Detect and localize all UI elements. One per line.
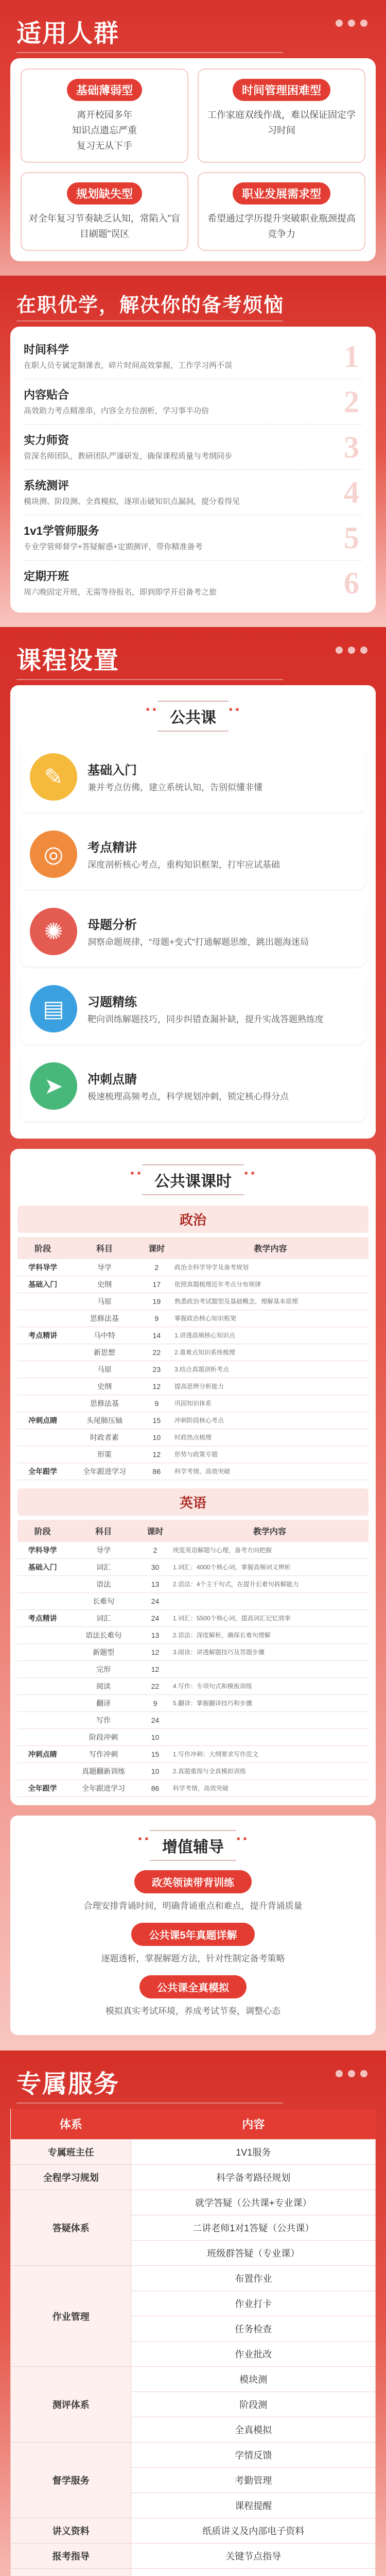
table-row (17, 1593, 369, 1610)
english-title: 英语 (17, 1488, 369, 1516)
service-item: 作业批改 (131, 2342, 376, 2367)
hours-cell: 9 (139, 1695, 171, 1712)
phase-cell (17, 1763, 67, 1780)
advantage-item-number: 5 (344, 521, 359, 555)
hours-cell: 12 (139, 1661, 171, 1678)
stage-text (87, 1069, 289, 1104)
phase-cell (17, 1395, 68, 1412)
bonus-wrap (0, 1816, 386, 2035)
bonus-desc: 模拟真实考试环境，养成考试节奏，调整心态 (106, 2006, 280, 2016)
advantage-item-desc: 在职人员专属定制课表，碎片时间高效掌握，工作学习两不误 (24, 361, 233, 370)
table-header-cell: 课时 (139, 1520, 171, 1542)
service-item: 班级群答疑（专业课） (131, 2241, 376, 2266)
book-icon: ▤ (30, 985, 77, 1032)
advantage-item-number: 6 (344, 566, 359, 600)
advantage-item-desc: 资深名师团队，教研团队严谨研发，确保课程质量与考纲同步 (24, 452, 233, 461)
content-cell: 掌握政治核心知识框架 (172, 1310, 369, 1327)
hours-cell: 24 (139, 1593, 171, 1610)
service-row (11, 2266, 376, 2291)
table-row (17, 1446, 369, 1463)
table-row (17, 1627, 369, 1644)
stage-desc: 洞察命题规律，"母题+变式"打通解题思维，跳出题海迷局 (87, 937, 309, 947)
hours-cell: 15 (141, 1412, 172, 1429)
advantage-item-title: 内容贴合 (24, 388, 69, 401)
table-row (17, 1559, 369, 1576)
service-item: 布置作业 (131, 2266, 376, 2291)
content-cell: 1.写作冲刺：大纲要求写作范文 (171, 1746, 369, 1763)
service-item (131, 2569, 376, 2576)
decor-dots (336, 2070, 367, 2077)
audience-desc: 希望通过学历提升突破职业瓶颈提高竞争力 (207, 213, 356, 239)
hours-cell: 9 (141, 1310, 172, 1327)
phase-cell (17, 1378, 68, 1395)
advantage-item-desc: 高效助力考点精准串，内容全方位剖析，学习事半功倍 (24, 406, 209, 415)
timetable-heading: ■ ■ 公共课课时 ■ ■ (10, 1164, 376, 1195)
table-header-cell: 科目 (67, 1520, 139, 1542)
service-category (11, 2569, 131, 2576)
phase-cell: 全年跟学 (17, 1780, 67, 1797)
service-category: 专属班主任 (11, 2140, 131, 2165)
advantage-item (24, 379, 362, 425)
service-item: 考勤管理 (131, 2468, 376, 2493)
hours-cell: 86 (141, 1463, 172, 1480)
audience-grid (10, 58, 376, 261)
audience-desc: 工作家庭双线作战，难以保证固定学习时间 (207, 110, 356, 135)
subject-cell: 真题翻新训练 (67, 1763, 139, 1780)
phase-cell: 全年跟学 (17, 1463, 68, 1480)
hours-cell: 10 (139, 1763, 171, 1780)
stage-title: 考点精讲 (87, 840, 137, 855)
politics-title: 政治 (17, 1206, 369, 1233)
audience-cell (21, 172, 188, 251)
advantage-item-desc: 周六晚固定开班，无需等待报名，即到即学开启备考之旅 (24, 588, 217, 597)
service-row (11, 2367, 376, 2392)
phase-cell: 冲刺点睛 (17, 1746, 67, 1763)
hours-cell: 17 (141, 1276, 172, 1293)
advantage-item-title: 1v1学管师服务 (24, 524, 99, 537)
stage-text (87, 992, 324, 1026)
phase-cell (17, 1293, 68, 1310)
advantage-item-desc: 模块测、阶段测、全真模拟，逐项击破知识点漏洞，提分看得见 (24, 497, 240, 506)
subject-cell: 完形 (67, 1661, 139, 1678)
advantage-item-title: 定期开班 (24, 570, 69, 583)
content-cell: 政治全科学导学及备考规划 (172, 1259, 369, 1276)
phase-cell (17, 1661, 67, 1678)
phase-cell: 冲刺点睛 (17, 1412, 68, 1429)
hours-cell: 22 (139, 1678, 171, 1695)
subject-cell: 词汇 (67, 1559, 139, 1576)
table-row (17, 1276, 369, 1293)
stage-card (21, 974, 365, 1044)
hours-cell: 23 (141, 1361, 172, 1378)
phase-cell: 考点精讲 (17, 1610, 67, 1627)
service-row (11, 2140, 376, 2165)
subject-cell: 史纲 (68, 1276, 141, 1293)
bonus-desc: 合理安排背诵时间，明确背诵重点和难点，提升背诵质量 (83, 1901, 303, 1911)
subject-cell: 新思想 (68, 1344, 141, 1361)
audience-card (10, 58, 376, 261)
service-item: 模块测 (131, 2367, 376, 2392)
service-category: 讲义资料 (11, 2518, 131, 2544)
service-item: 1V1服务 (131, 2140, 376, 2165)
hours-cell: 19 (141, 1293, 172, 1310)
stage-card (21, 1051, 365, 1121)
table-row (17, 1293, 369, 1310)
audience-section (0, 0, 386, 276)
service-item: 阶段测 (131, 2392, 376, 2417)
hours-cell: 15 (139, 1746, 171, 1763)
stage-desc: 靶向训练解题技巧，同步纠错查漏补缺，提升实战答题熟练度 (87, 1014, 324, 1024)
table-header-cell: 阶段 (17, 1520, 67, 1542)
service-row (11, 2165, 376, 2190)
table-header-cell: 课时 (141, 1237, 172, 1259)
table-row (17, 1344, 369, 1361)
subject-cell: 思修法基 (68, 1395, 141, 1412)
table-row (17, 1542, 369, 1559)
table-row (17, 1661, 369, 1678)
table-header-cell: 教学内容 (172, 1237, 369, 1259)
hours-cell: 9 (141, 1395, 172, 1412)
hours-cell: 22 (141, 1344, 172, 1361)
bonus-tag: 公共课5年真题详解 (131, 1923, 254, 1946)
content-cell (171, 1661, 369, 1678)
phase-cell: 基础入门 (17, 1559, 67, 1576)
phase-cell (17, 1678, 67, 1695)
table-header-cell: 教学内容 (171, 1520, 369, 1542)
table-row (17, 1729, 369, 1746)
stage-card (21, 742, 365, 812)
subject-cell: 全年跟进学习 (68, 1463, 141, 1480)
phase-cell (17, 1593, 67, 1610)
content-cell: 科学考情，高效突破 (172, 1463, 369, 1480)
subject-cell: 写作冲刺 (67, 1746, 139, 1763)
stage-list (10, 742, 376, 1121)
stage-card (21, 896, 365, 967)
service-row (11, 2190, 376, 2215)
phase-cell (17, 1344, 68, 1361)
bonus-tag: 公共课全真模拟 (139, 1975, 247, 1998)
hours-cell: 2 (139, 1542, 171, 1559)
service-category: 测评体系 (11, 2367, 131, 2443)
subject-cell: 全年跟进学习 (67, 1780, 139, 1797)
service-category: 作业管理 (11, 2266, 131, 2367)
table-row (17, 1378, 369, 1395)
advantage-card (10, 327, 376, 613)
service-category: 全程学习规划 (11, 2165, 131, 2190)
content-cell: 熟悉政治考试题型及基础概念，理解基本原理 (172, 1293, 369, 1310)
phase-cell (17, 1712, 67, 1729)
subject-cell: 翻译 (67, 1695, 139, 1712)
table-row (17, 1695, 369, 1712)
advantage-item (24, 334, 362, 379)
english-table-wrap (17, 1488, 369, 1797)
phase-cell: 考点精讲 (17, 1327, 68, 1344)
table-row (17, 1429, 369, 1446)
content-cell: 1.讲透高频核心知识点 (172, 1327, 369, 1344)
table-row (17, 1780, 369, 1797)
subject-cell: 思修法基 (68, 1310, 141, 1327)
hours-cell: 2 (141, 1259, 172, 1276)
bonus-heading: ■ ■ 增值辅导 ■ ■ (26, 1830, 360, 1861)
service-item: 学情反馈 (131, 2443, 376, 2468)
table-row (17, 1610, 369, 1627)
audience-tag: 职业发展需求型 (233, 182, 330, 205)
content-cell: 3.结合真题剖析考点 (172, 1361, 369, 1378)
english-table (17, 1520, 369, 1797)
content-cell: 巩固知识体系 (172, 1395, 369, 1412)
public-course-heading: ■ ■ 公共课 ■ ■ (10, 701, 376, 732)
service-category: 报考指导 (11, 2544, 131, 2569)
politics-table-wrap (17, 1206, 369, 1480)
phase-cell (17, 1576, 67, 1593)
service-row (11, 2443, 376, 2468)
content-cell: 4.写作：专项句式和模板训练 (171, 1678, 369, 1695)
service-item: 关键节点指导 (131, 2544, 376, 2569)
content-cell: 科学考情，高效突破 (171, 1780, 369, 1797)
content-cell: 统览英语解题与心理，备考方向把握 (171, 1542, 369, 1559)
phase-cell (17, 1729, 67, 1746)
subject-cell: 史纲 (68, 1378, 141, 1395)
advantage-list (10, 327, 376, 613)
stage-card (21, 819, 365, 889)
content-cell: 提高思辨分析能力 (172, 1378, 369, 1395)
service-item: 全真模拟 (131, 2417, 376, 2443)
table-row (17, 1644, 369, 1661)
advantage-item-title: 实力师资 (24, 434, 69, 447)
table-row (17, 1712, 369, 1729)
subject-cell: 语法长难句 (67, 1627, 139, 1644)
advantage-item (24, 470, 362, 515)
phase-cell (17, 1429, 68, 1446)
stage-text (87, 914, 309, 949)
bonus-desc: 逐题透析，掌握解题方法，针对性制定备考策略 (101, 1954, 285, 1963)
hours-cell: 10 (141, 1429, 172, 1446)
service-row (11, 2544, 376, 2569)
advantage-item-number: 4 (344, 476, 359, 510)
bonus-card (10, 1816, 376, 2035)
stage-text (87, 760, 262, 794)
advantage-section (0, 276, 386, 627)
audience-desc: 离开校园多年 知识点遗忘严重 复习无从下手 (72, 110, 137, 151)
audience-cell (198, 69, 365, 163)
table-row (17, 1412, 369, 1429)
subject-cell: 导学 (67, 1542, 139, 1559)
table-row (17, 1310, 369, 1327)
stage-title: 母题分析 (87, 918, 137, 932)
content-cell: 1.词汇：5500个核心词，提高词汇记忆效率 (171, 1610, 369, 1627)
service-item: 作业打卡 (131, 2291, 376, 2316)
subject-cell: 时政者素 (68, 1429, 141, 1446)
advantage-item (24, 425, 362, 470)
advantage-title: 在职优学，解决你的备考烦恼 (0, 285, 386, 327)
content-cell (171, 1593, 369, 1610)
content-cell (171, 1729, 369, 1746)
bonus-tag: 政英领读带背训练 (134, 1870, 252, 1893)
table-row (17, 1361, 369, 1378)
service-item: 任务检查 (131, 2316, 376, 2342)
table-row (17, 1678, 369, 1695)
content-cell: 1.词汇：4000个核心词，掌握高频词义辨析 (171, 1559, 369, 1576)
service-item: 科学备考路径规划 (131, 2165, 376, 2190)
phase-cell (17, 1310, 68, 1327)
table-row (17, 1259, 369, 1276)
stage-desc: 极速梳理高频考点，科学规划冲刺，锁定核心得分点 (87, 1091, 289, 1101)
phase-cell (17, 1361, 68, 1378)
content-cell: 2.重难点知识系统梳理 (172, 1344, 369, 1361)
advantage-item (24, 515, 362, 561)
subject-cell: 阅读 (67, 1678, 139, 1695)
content-cell: 依照真题梳理近年考点分布规律 (172, 1276, 369, 1293)
hours-cell: 86 (139, 1780, 171, 1797)
service-header-cell: 体系 (11, 2109, 131, 2140)
content-cell: 2.真题重现与全真模拟训练 (171, 1763, 369, 1780)
stage-title: 习题精练 (87, 995, 137, 1009)
subject-cell: 写作 (67, 1712, 139, 1729)
service-category: 督学服务 (11, 2443, 131, 2518)
timetable-card (10, 1149, 376, 1805)
course-card (10, 685, 376, 1139)
content-cell: 2.语法：4个主干句式，在提升长难句拆解能力 (171, 1576, 369, 1593)
service-header-cell: 内容 (131, 2109, 376, 2140)
hours-cell: 24 (139, 1712, 171, 1729)
advantage-item (24, 561, 362, 605)
subject-cell: 新题型 (67, 1644, 139, 1661)
hours-cell: 12 (139, 1644, 171, 1661)
service-title: 专属服务 (0, 2060, 386, 2109)
service-category: 答疑体系 (11, 2190, 131, 2266)
service-section (0, 2050, 386, 2576)
stage-text (87, 837, 280, 872)
audience-tag: 基础薄弱型 (67, 79, 142, 101)
hours-cell: 13 (139, 1576, 171, 1593)
table-row (17, 1746, 369, 1763)
subject-cell: 词汇 (67, 1610, 139, 1627)
advantage-item-desc: 专业学管师督学+答疑解惑+定期测评，带你精准备考 (24, 543, 203, 551)
audience-tag: 时间管理困难型 (233, 79, 330, 101)
content-cell: 形势与政策专题 (172, 1446, 369, 1463)
bonus-list (26, 1866, 360, 2016)
subject-cell: 导学 (68, 1259, 141, 1276)
table-row (17, 1763, 369, 1780)
advantage-item-number: 1 (344, 340, 359, 374)
brain-icon: ✺ (30, 908, 77, 955)
phase-cell (17, 1627, 67, 1644)
stage-title: 基础入门 (87, 763, 137, 777)
advantage-item-number: 2 (344, 385, 359, 419)
subject-cell: 头尾肺压轴 (68, 1412, 141, 1429)
service-item: 纸质讲义及内部电子资料 (131, 2518, 376, 2544)
decor-dots (336, 20, 367, 27)
hours-cell: 14 (141, 1327, 172, 1344)
audience-tag: 规划缺失型 (67, 182, 142, 205)
sprint-icon: ➤ (30, 1062, 77, 1110)
hours-cell: 12 (141, 1378, 172, 1395)
table-header-cell: 阶段 (17, 1237, 68, 1259)
subject-cell: 马中特 (68, 1327, 141, 1344)
stage-title: 冲刺点睛 (87, 1072, 137, 1087)
phase-cell (17, 1644, 67, 1661)
content-cell (171, 1712, 369, 1729)
stage-desc: 兼并考点仿佛，建立系统认知，告别似懂非懂 (87, 782, 262, 792)
subject-cell: 语法 (67, 1576, 139, 1593)
audience-desc: 对全年复习节奏缺乏认知，常陷入"盲目刷题"误区 (28, 213, 181, 239)
hours-cell: 10 (139, 1729, 171, 1746)
service-table (10, 2109, 376, 2576)
advantage-item-title: 系统测评 (24, 479, 69, 492)
phase-cell: 基础入门 (17, 1276, 68, 1293)
target-icon: ◎ (30, 831, 77, 878)
audience-title: 适用人群 (0, 9, 386, 58)
advantage-item-number: 3 (344, 430, 359, 464)
phase-cell (17, 1695, 67, 1712)
service-item: 就学答疑（公共课+专业课） (131, 2190, 376, 2215)
politics-table (17, 1237, 369, 1480)
service-row (11, 2569, 376, 2576)
content-cell: 时政热点梳理 (172, 1429, 369, 1446)
subject-cell: 形策 (68, 1446, 141, 1463)
hours-cell: 30 (139, 1559, 171, 1576)
phase-cell: 学科导学 (17, 1542, 67, 1559)
subject-cell: 马原 (68, 1361, 141, 1378)
audience-cell (198, 172, 365, 251)
audience-cell (21, 69, 188, 163)
subject-cell: 马原 (68, 1293, 141, 1310)
phase-cell: 学科导学 (17, 1259, 68, 1276)
stage-desc: 深度剖析核心考点，重构知识框架，打牢应试基础 (87, 859, 280, 870)
decor-dots (336, 647, 367, 654)
content-cell: 5.翻译：掌握翻译技巧和步骤 (171, 1695, 369, 1712)
course-title: 课程设置 (0, 636, 386, 685)
table-header-cell: 科目 (68, 1237, 141, 1259)
course-section (0, 627, 386, 2050)
advantage-item-title: 时间科学 (24, 343, 69, 356)
phase-cell (17, 1446, 68, 1463)
subject-cell: 阶段冲刺 (67, 1729, 139, 1746)
table-row (17, 1463, 369, 1480)
table-row (17, 1395, 369, 1412)
table-row (17, 1576, 369, 1593)
service-item: 课程提醒 (131, 2493, 376, 2518)
content-cell: 2.语法：深度解析，确保长难句理解 (171, 1627, 369, 1644)
hours-cell: 12 (141, 1446, 172, 1463)
pencil-ruler-icon: ✎ (30, 753, 77, 801)
service-item: 二讲老师1对1答疑（公共课） (131, 2215, 376, 2241)
hours-cell: 13 (139, 1627, 171, 1644)
service-row (11, 2518, 376, 2544)
content-cell: 冲刺阶段核心考点 (172, 1412, 369, 1429)
table-row (17, 1327, 369, 1344)
hours-cell: 24 (139, 1610, 171, 1627)
content-cell: 3.阅读：讲透解题技巧及答题步骤 (171, 1644, 369, 1661)
subject-cell: 长难句 (67, 1593, 139, 1610)
